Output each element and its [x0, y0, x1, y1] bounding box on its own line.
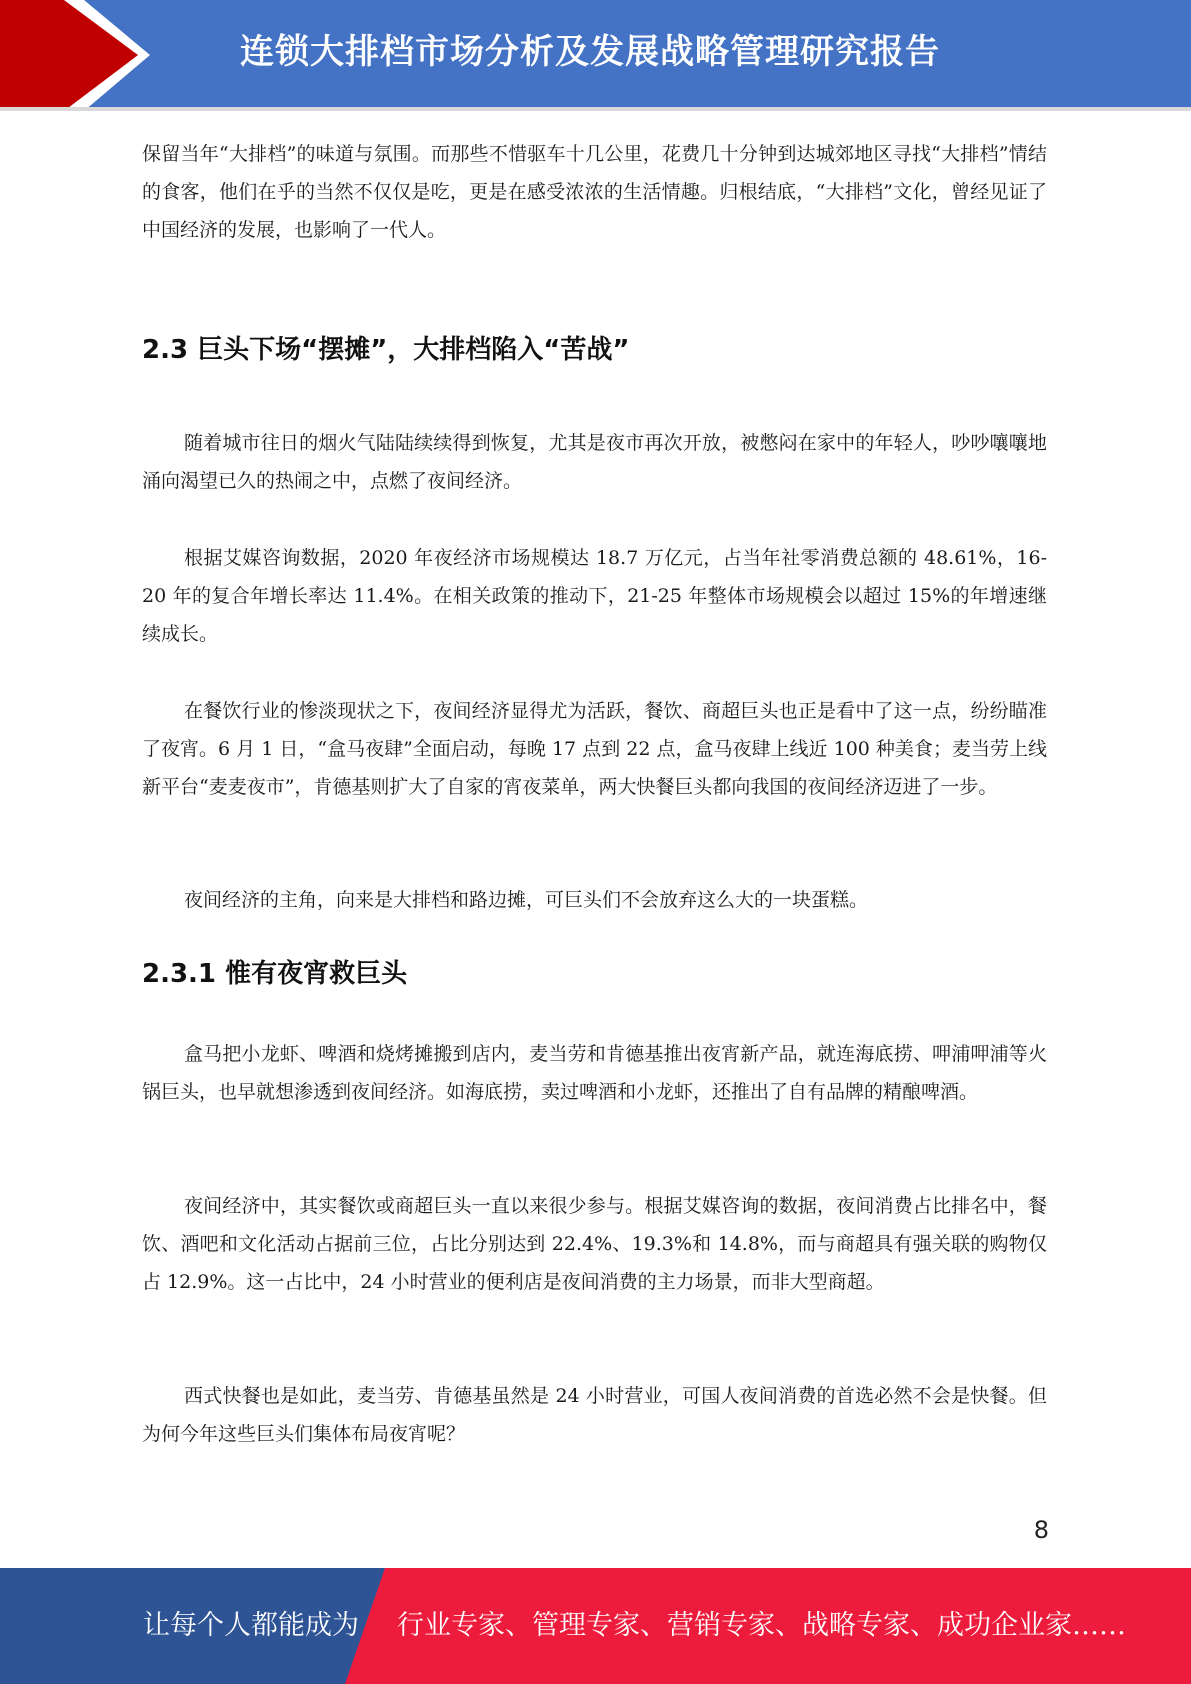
section-paragraph-2: 根据艾媒咨询数据，2020 年夜经济市场规模达 18.7 万亿元，占当年社零消费总额的 48.61%，16-20 年的复合年增长率达 11.4%。在相关政策的推动下，21-25 年整体市场规模会以超过 15%的年增速继续成长。 [142, 547, 1047, 645]
section-paragraph-4: 夜间经济的主角，向来是大排档和路边摊，可巨头们不会放弃这么大的一块蛋糕。 [184, 889, 869, 911]
section-heading: 2.3 巨头下场“摆摊”，大排档陷入“苦战” [142, 335, 630, 365]
subsection-paragraph-2: 夜间经济中，其实餐饮或商超巨头一直以来很少参与。根据艾媒咨询的数据，夜间消费占比排名中，餐饮、酒吧和文化活动占据前三位，占比分别达到 22.4%、19.3%和 14.8%，而与商超具有强关联的购物仅占 12.9%。这一占比中，24 小时营业的便利店是夜间消费的主力场景，而非大型商超。 [142, 1195, 1047, 1293]
subsection-paragraph-3: 西式快餐也是如此，麦当劳、肯德基虽然是 24 小时营业，可国人夜间消费的首选必然不会是快餐。但为何今年这些巨头们集体布局夜宵呢？ [142, 1385, 1047, 1445]
page-number: 8 [1033, 1516, 1049, 1544]
report-title: 连锁大排档市场分析及发展战略管理研究报告 [240, 32, 940, 72]
subsection-heading: 2.3.1 惟有夜宵救巨头 [142, 959, 408, 989]
header-banner [0, 0, 1191, 111]
section-paragraph-1: 随着城市往日的烟火气陆陆续续得到恢复，尤其是夜市再次开放，被憋闷在家中的年轻人，吵吵嚷嚷地涌向渴望已久的热闹之中，点燃了夜间经济。 [142, 432, 1047, 492]
footer-slogan-right: 行业专家、管理专家、营销专家、战略专家、成功企业家…… [397, 1610, 1126, 1641]
subsection-paragraph-1: 盒马把小龙虾、啤酒和烧烤摊搬到店内，麦当劳和肯德基推出夜宵新产品，就连海底捞、呷浦呷浦等火锅巨头，也早就想渗透到夜间经济。如海底捞，卖过啤酒和小龙虾，还推出了自有品牌的精酿啤酒。 [142, 1043, 1047, 1103]
intro-paragraph: 保留当年“大排档”的味道与氛围。而那些不惜驱车十几公里，花费几十分钟到达城郊地区寻找“大排档”情结的食客，他们在乎的当然不仅仅是吃，更是在感受浓浓的生活情趣。归根结底，“大排档”文化，曾经见证了中国经济的发展，也影响了一代人。 [142, 143, 1047, 241]
footer-slogan-left: 让每个人都能成为 [143, 1610, 359, 1641]
footer-banner [0, 1568, 1191, 1684]
section-paragraph-3: 在餐饮行业的惨淡现状之下，夜间经济显得尤为活跃，餐饮、商超巨头也正是看中了这一点，纷纷瞄准了夜宵。6 月 1 日，“盒马夜肆”全面启动，每晚 17 点到 22 点，盒马夜肆上线近 100 种美食；麦当劳上线新平台“麦麦夜市”，肯德基则扩大了自家的宵夜菜单，两大快餐巨头都向我国的夜间经济迈进了一步。 [142, 700, 1047, 798]
